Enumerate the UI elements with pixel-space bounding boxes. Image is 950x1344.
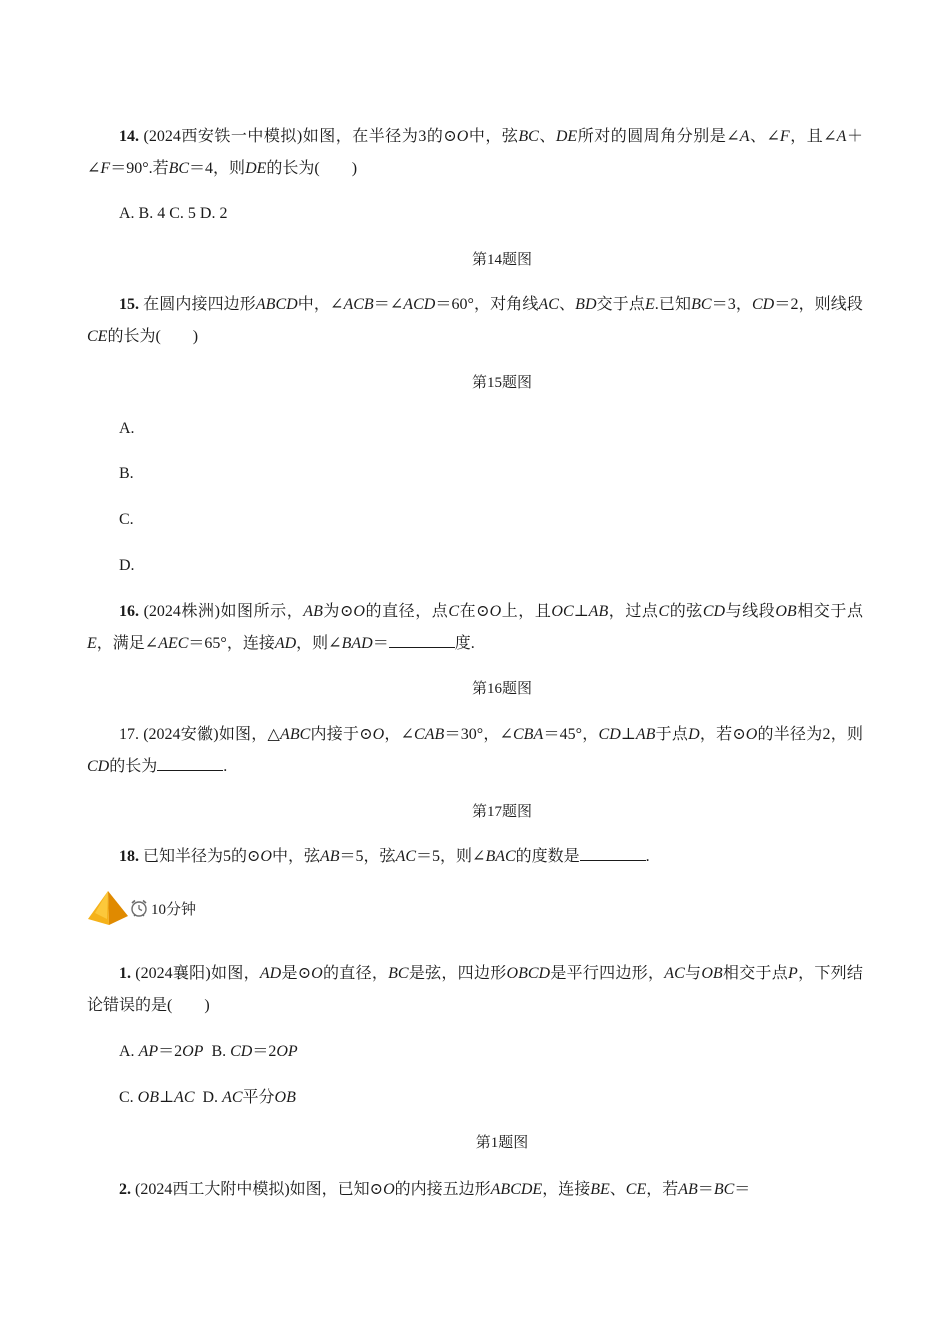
problem-1-text: 1. (2024襄阳)如图，AD是⊙O的直径，BC是弦，四边形OBCD是平行四边形，AC与OB相交于点P，下列结论错误的是( )	[87, 965, 863, 1014]
answer-blank[interactable]	[389, 633, 455, 648]
problem-1-options-cd: C. OB⊥AC D. AC平分OB	[119, 1089, 296, 1106]
clock-icon	[129, 898, 149, 918]
question-17-figure-caption: 第17题图	[471, 804, 532, 820]
question-15-option-d: D.	[119, 557, 135, 574]
answer-blank[interactable]	[580, 846, 646, 861]
section-header	[87, 888, 196, 928]
problem-1-figure-caption: 第1题图	[475, 1135, 529, 1151]
question-15-option-b: B.	[119, 465, 134, 482]
question-15-figure-caption: 第15题图	[471, 375, 532, 391]
question-16-figure-caption: 第16题图	[471, 681, 532, 697]
question-14-options: A. B. 4 C. 5 D. 2	[119, 205, 228, 222]
question-15-text: 15. 在圆内接四边形ABCD中，∠ACB＝∠ACD＝60°，对角线AC、BD交于点E.已知BC＝3，CD＝2，则线段CE的长为( )	[87, 296, 863, 345]
answer-blank[interactable]	[157, 756, 223, 771]
pyramid-icon	[87, 889, 129, 927]
question-17-text: 17. (2024安徽)如图，△ABC内接于⊙O，∠CAB＝30°，∠CBA＝45°，CD⊥AB于点D，若⊙O的半径为2，则CD的长为 .	[87, 726, 863, 775]
time-label: 10分钟	[151, 901, 197, 918]
problem-2-text: 2. (2024西工大附中模拟)如图，已知⊙O的内接五边形ABCDE，连接BE、CE，若AB＝BC＝	[119, 1181, 751, 1198]
question-14-text: 14. (2024西安铁一中模拟)如图，在半径为3的⊙O中，弦BC、DE所对的圆周角分别是∠A、∠F，且∠A＋∠F＝90°.若BC＝4，则DE的长为( )	[87, 128, 863, 177]
question-15-option-c: C.	[119, 511, 134, 528]
question-18-text: 18. 已知半径为5的⊙O中，弦AB＝5，弦AC＝5，则∠BAC的度数是 .	[119, 848, 650, 865]
question-15-option-a: A.	[119, 420, 135, 437]
question-16-text: 16. (2024株洲)如图所示，AB为⊙O的直径，点C在⊙O上，且OC⊥AB，过点C的弦CD与线段OB相交于点E，满足∠AEC＝65°，连接AD，则∠BAD＝ 度.	[87, 603, 863, 652]
question-14-figure-caption: 第14题图	[471, 252, 532, 268]
problem-1-options-ab: A. AP＝2OP B. CD＝2OP	[119, 1043, 298, 1060]
